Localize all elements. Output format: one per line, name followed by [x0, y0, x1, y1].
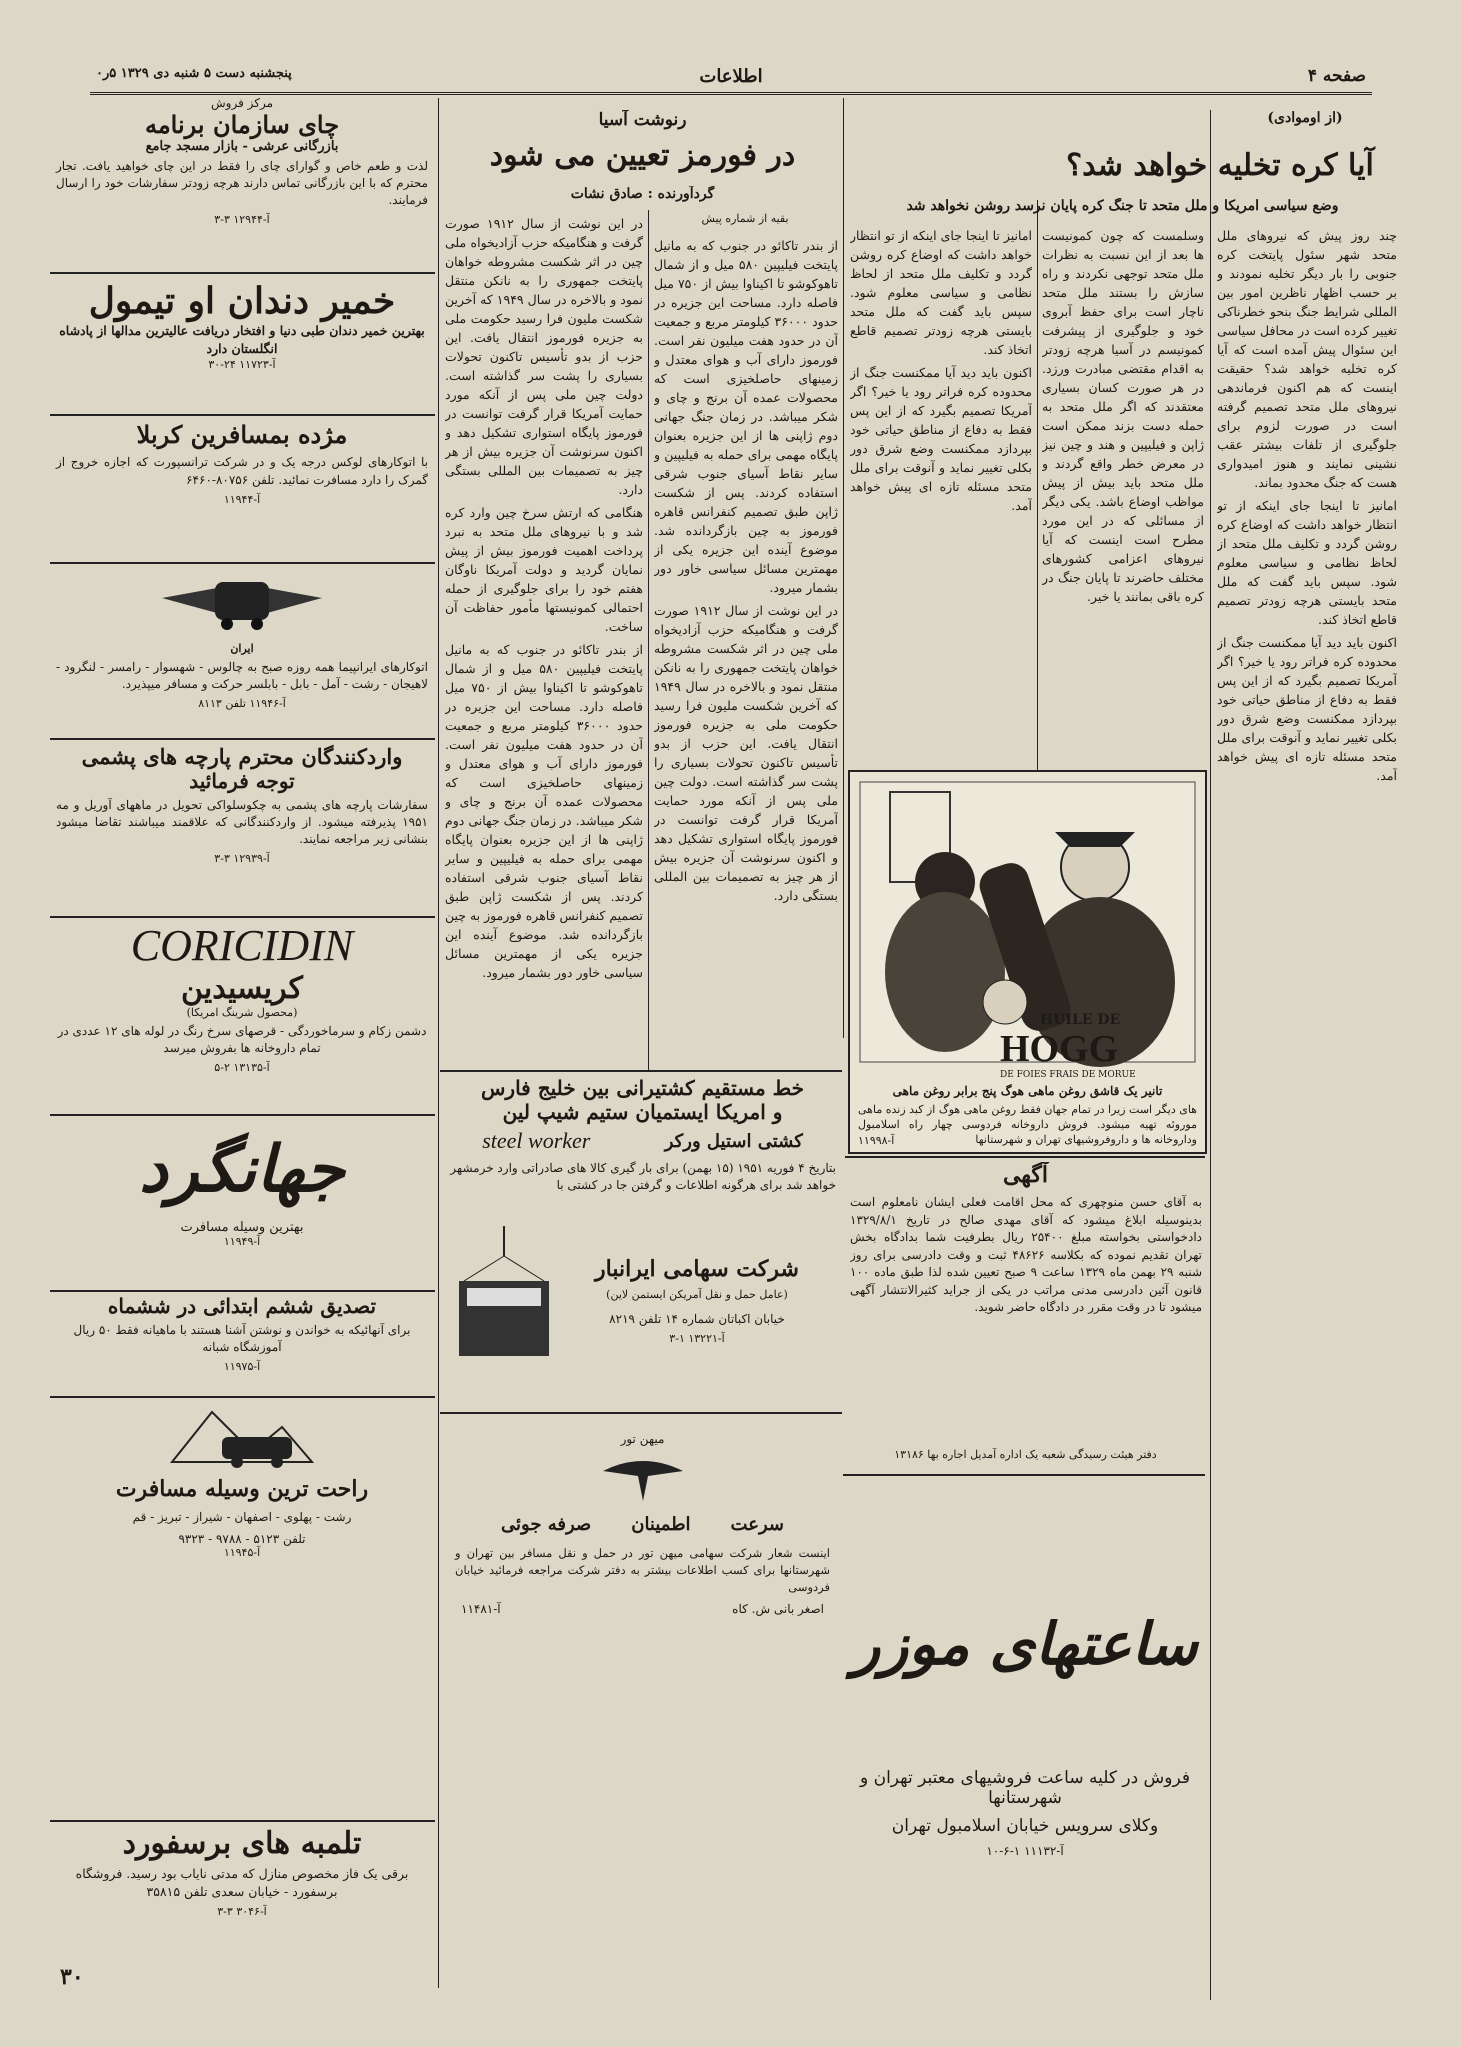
shipping-body: بتاریخ ۴ فوریه ۱۹۵۱ (۱۵ بهمن) برای بار گیری کالا های صادراتی وارد خرمشهر خواهد شد برای هرگونه اطلاعات و گرفتن جا در کشتی با — [450, 1161, 836, 1192]
tea-body: لذت و طعم خاص و گوارای چای را فقط در این چای خواهید یافت. تجار محترم که با این بازرگانی تماس دارند هرچه زودتر سفارشات خود را ارسال فرمایند. — [56, 159, 428, 207]
shipping-title2: و امریکا ایستمیان ستیم شیپ لین — [502, 1100, 783, 1124]
iranpeyma-brand: ایران — [230, 642, 254, 655]
divider — [50, 916, 435, 918]
article-headline: آیا کره تخلیه خواهد شد؟ — [1066, 148, 1374, 183]
pump-title: تلمبه های برسفورد — [122, 1826, 362, 1861]
moser-title: ساعتهای موزر — [852, 1610, 1198, 1678]
tea-sub: بازرگانی عرشی - بازار مسجد جامع — [145, 139, 339, 154]
mihantour-ad — [445, 1420, 840, 2010]
tea-ref: آ-۱۲۹۴۴ ۳-۳ — [214, 213, 270, 226]
coricidin-body: دشمن زکام و سرماخوردگی - قرصهای سرخ رنگ در لوله های ۱۲ عددی در تمام داروخانه ها بفروش میرسد — [57, 1024, 427, 1055]
karbala-ref: آ-۱۱۹۴۴ — [223, 493, 261, 506]
divider — [440, 1412, 842, 1414]
formosa-title-small: رنوشت آسیا — [598, 110, 687, 130]
notice-body: به آقای حسن منوچهری که محل اقامت فعلی ایشان نامعلوم است بدینوسیله ابلاغ میشود که آقای مهدی صالح در تاریخ ۱۳۲۹/۸/۱ دادخواستی بخواسته مبلغ ۲۵۴۰۰ ریال بطرفیت شما بدادگاه بخش تهران تقدیم نموده که بکلاسه ۴۸۶۲۶ ثبت و وقت دادرسی برای روز شنبه ۲۹ بهمن ماه ۱۳۲۹ ساعت ۹ صبح تعیین شده لذا طبق ماده ۱۰۰ قانون آئین دادرسی مدنی مراتب در یکی از جراید کثیرالانتشار آگهی میشود تا در وقت مقرر در دادگاه حاضر شوید. — [850, 1195, 1202, 1314]
shipping-company: شرکت سهامی ایرانبار — [595, 1256, 799, 1282]
moser-ref: آ-۱۱۱۳۲ ۱-۶-۱۰ — [986, 1844, 1064, 1858]
paragraph: از بندر تاکائو در جنوب که به مانیل پایتخت فیلیپین ۵۸۰ میل و از شمال تاهوکوشو تا اکیناوا بیش از ۷۵۰ میل فاصله دارد. مساحت این جزیره در حدود ۳۶۰۰۰ کیلومتر مربع و جمعیت آن در حدود هفت میلیون نفر است. فورموز دارای آب و هوای معتدل و زمینهای حاصلخیزی است که محصولات عمده آن برنج و چای و شکر میباشد. در زمان جنگ جهانی دوم ژاپنی ها از این جزیره بعنوان پایگاه مهمی برای حمله به فیلیپین و سایر نقاط آسیای جنوب شرقی استفاده کردند. پس از شکست ژاپن طبق تصمیم کنفرانس قاهره فورموز به چین بازگردانده شد. موضوع آینده این جزیره یکی از مهمترین مسائل سیاسی خاور دور بشمار میرود. — [445, 642, 643, 980]
paragraph: امانیز تا اینجا جای اینکه از تو انتظار خواهد داشت که اوضاع کره روشن گردد و تکلیف ملل متحد از لحاظ نظامی و سیاسی معلوم شود. سپس باید گفت که ملل متحد بایستی هرچه زودتر تصمیم قاطع اتخاذ کند. — [1217, 498, 1397, 627]
karbala-title: مژده بمسافرین کربلا — [136, 420, 348, 449]
tour-brand: میهن تور — [620, 1432, 665, 1446]
paragraph: اکنون باید دید آیا ممکنست جنگ از محدوده کره فراتر رود یا خیر؟ اگر آمریکا تصمیم بگیرد که از این پس فقط به دفاع از مناطق حیاتی خود بپردازد ممکنست وضع شرق دور بکلی تغییر نماید و آنوقت برای ملل متحد مسئله تازه ای پیش خواهد آمد. — [850, 365, 1032, 513]
column-rule — [1210, 110, 1211, 2000]
notice-title: آگهی — [1002, 1162, 1049, 1188]
toothpaste-sub: بهترین خمیر دندان طبی دنیا و افتخار دریافت عالیترین مدالها از پادشاه انگلستان دارد — [59, 323, 425, 356]
car-logo — [162, 1402, 322, 1472]
tea-top: مرکز فروش — [211, 96, 273, 110]
article-subhead: وضع سیاسی امریکا و ملل متحد تا جنگ کره پایان نرسد روشن نخواهد شد — [906, 198, 1339, 214]
travel-ref: آ-۱۱۹۴۵ — [223, 1546, 261, 1559]
iranpeyma-ref: آ-۱۱۹۴۶ تلفن ۸۱۱۳ — [198, 697, 286, 710]
tour-sign: اصغر بانی ش. کاه — [732, 1602, 824, 1616]
moser-line1: فروش در کلیه ساعت فروشیهای معتبر تهران و شهرستانها — [859, 1768, 1191, 1808]
wool-ref: آ-۱۲۹۳۹ ۳-۳ — [214, 852, 270, 865]
column-rule — [843, 98, 844, 1038]
hogg-caption: تانیر یک قاشق روغن ماهی هوگ پنج برابر روغن ماهی — [892, 1084, 1163, 1098]
paragraph: هنگامی که ارتش سرخ چین وارد کره شد و با نیروهای ملل متحد به نبرد پرداخت اهمیت فورموز بیش از پیش نمایان گردید و دولت آمریکا ناوگان هفتم خود را برای جلوگیری از حمله احتمالی کمونیستها مأمور حفاظت آن ساخت. — [445, 505, 643, 634]
article-body-col1 — [1217, 226, 1397, 1826]
beresford-pump-ad — [52, 1826, 432, 1956]
shipping-title: خط مستقیم کشتیرانی بین خلیج فارس — [481, 1076, 804, 1100]
hogg-ref: آ-۱۱۹۹۸ — [858, 1134, 895, 1147]
jahangard-title: جهانگرد — [139, 1132, 345, 1207]
shipping-ad — [445, 1076, 840, 1446]
page-number: ۳۰ — [60, 1964, 84, 1990]
ship-name-fa: کشتی استیل ورکر — [664, 1130, 803, 1152]
jahangard-sub: بهترین وسیله مسافرت — [180, 1220, 304, 1235]
coricidin-fa: کریسیدین — [181, 971, 303, 1006]
paragraph: چند روز پیش که نیروهای ملل متحد شهر سئول پایتخت کره جنوبی را بار دیگر تخلیه نمودند و بر حسب اظهار ناظرین امور بین المللی شرایط جنگ بنحو خطرناکی تغییر کرده است در محافل سیاسی این سئوال پیش آمده است که آیا کره تخلیه خواهد شد؟ حقیقت اینست که هم اکنون فرماندهی نیروهای ملل متحد تصمیم گرفته است در صورت لزوم برای جلوگیری از تلفات بیشتر عقب نشینی نمایند و هنوز امیدواری هست که جنگ محدود بماند. — [1217, 228, 1397, 490]
tour-ref: آ-۱۱۴۸۱ — [461, 1602, 501, 1616]
toothpaste-title: خمیر دندان او تیمول — [88, 280, 396, 322]
slogan-speed: سرعت — [730, 1514, 784, 1535]
divider — [50, 1820, 435, 1822]
hogg-ad — [848, 770, 1207, 1154]
paragraph: وسلمست که چون کمونیست ها بعد از این نسبت به نظرات ملل متحد توجهی نکردند و راه سازش را بستند ملل متحد ناچار است برای حفظ آبروی خود و جلوگیری از پیشرفت کمونیسم در آسیا هرچه زودتر به اقدام مقتضی مبادرت ورزد. در هر صورت کسان بسیاری معتقدند که اگر ملل متحد به حمله دست بزند ممکن است ژاپن و فیلیپین و هند و چین نیز در معرض خطر واقع گردند و ملل متحد باید بیش از پیش مواظب اوضاع باشد. یکی دیگر از مسائلی که در این مورد مطرح است اینست که آیا نیروهای اعزامی کشورهای مختلف حاضرند تا پایان جنگ در کره باقی بمانند یا خیر. — [1042, 228, 1204, 604]
travel-phone: تلفن ۵۱۲۳ - ۹۷۸۸ - ۹۳۲۳ — [178, 1532, 306, 1546]
toothpaste-ref: آ-۱۱۷۲۳ ۲۴-۳۰ — [208, 358, 276, 371]
divider — [50, 414, 435, 416]
wool-body: سفارشات پارچه های پشمی به چکوسلواکی تحویل در ماههای آوریل و مه ۱۹۵۱ پذیرفته میشود. از واردکنندگانی که علاقمند میباشند تقاضا میشود بنشانی زیر مراجعه نمایند. — [56, 798, 428, 846]
divider — [50, 1114, 435, 1116]
hogg-desc: های دیگر است زیرا در تمام جهان فقط روغن ماهی هوگ از کبد زنده ماهی موروئه تهیه میشود. فروش داروخانه فردوسی چهار راه اسلامبول وداروخانه ها و داروفروشیهای تهران و شهرستانها — [858, 1103, 1197, 1146]
formosa-title: در فورمز تعیین می شود — [489, 138, 796, 173]
coricidin-ref: آ-۱۳۱۳۵ ۲-۵ — [214, 1061, 270, 1074]
wool-sub: توجه فرمائید — [189, 769, 295, 793]
wool-ad — [52, 744, 432, 914]
paper-name: اطلاعات — [699, 66, 763, 87]
moser-clocks-ad — [845, 1480, 1205, 2000]
crate-icon — [449, 1226, 559, 1366]
column-rule — [648, 210, 649, 1070]
coricidin-ad — [52, 920, 432, 1110]
certificate-ad — [52, 1294, 432, 1394]
date-line: پنجشنبه دست ۵ شنبه دی ۱۳۲۹ ۵ر۰ — [96, 66, 292, 81]
coricidin-sub: (محصول شرینگ امریکا) — [186, 1006, 298, 1019]
coricidin-en: CORICIDIN — [130, 921, 354, 970]
formosa-author: گردآورنده : صادق نشات — [570, 186, 715, 202]
formosa-body-col2 — [654, 236, 838, 1066]
travel-routes: رشت - پهلوی - اصفهان - شیراز - تبریز - قم — [132, 1510, 352, 1524]
winged-bus-logo — [157, 568, 327, 638]
divider — [50, 562, 435, 564]
jahangard-ad — [52, 1120, 432, 1290]
divider — [50, 738, 435, 740]
tour-body: اینست شعار شرکت سهامی میهن تور در حمل و نقل مسافر بین تهران و شهرستانها برای کسب اطلاعات بیشتر به دفتر شرکت مراجعه فرمائید خیابان فردوسی — [455, 1546, 830, 1594]
iranpeyma-ad — [52, 568, 432, 736]
jahangard-ref: آ-۱۱۹۴۹ — [223, 1235, 261, 1248]
masthead — [90, 64, 1372, 95]
travel-ad — [52, 1402, 432, 1622]
paragraph: اکنون باید دید آیا ممکنست جنگ از محدوده کره فراتر رود یا خیر؟ اگر آمریکا تصمیم بگیرد که از این پس فقط به دفاع از مناطق حیاتی خود بپردازد ممکنست وضع شرق دور بکلی تغییر نماید و آنوقت برای ملل متحد مسئله تازه ای پیش خواهد آمد. — [1217, 635, 1397, 783]
pump-ref: آ-۳۰۴۶ ۳-۳ — [217, 1905, 267, 1918]
formosa-body-col1 — [445, 214, 643, 1064]
continued-label: بقیه از شماره پیش — [701, 212, 789, 225]
karbala-body: با اتوکارهای لوکس درجه یک و در شرکت ترانسپورت که اجازه خروج از گمرک را دارد مسافرت نمائید. تلفن ۸۰۷۵۶-۶۴۶۰ — [56, 455, 428, 487]
hogg-sub: DE FOIES FRAIS DE MORUE — [1000, 1070, 1136, 1080]
column-rule — [438, 98, 439, 1988]
page-label: صفحه ۴ — [1307, 66, 1366, 86]
divider — [843, 1474, 1205, 1476]
certificate-body: برای آنهائیکه به خواندن و نوشتن آشنا هستند با ماهیانه فقط ۵۰ ریال آموزشگاه شبانه — [73, 1323, 411, 1354]
ship-name-en: steel worker — [482, 1128, 591, 1153]
certificate-ref: آ-۱۱۹۷۵ — [223, 1360, 261, 1373]
shipping-company-sub: (عامل حمل و نقل آمریکن ایستمن لاین) — [606, 1288, 788, 1301]
karbala-ad — [52, 420, 432, 560]
hogg-brand: HOGG — [1000, 1028, 1119, 1070]
divider — [845, 1156, 1205, 1158]
divider — [50, 272, 435, 274]
slogan-reliability: اطمینان — [631, 1514, 691, 1535]
section-tag: (از اوموادی) — [1267, 110, 1343, 126]
paragraph: در این نوشت از سال ۱۹۱۲ صورت گرفت و هنگامیکه حزب آزادیخواه ملی چین در اثر شکست مشروطه خواهان پایتخت جمهوری را به نانکن منتقل نمود و بالاخره در سال ۱۹۴۹ که آخرین شکست ملیون فرا رسید حکومت ملی به جزیره فورموز انتقال یافت. این حزب از بدو تأسیس تاکنون تحولات بسیاری را پشت سر گذاشته است. دولت چین ملی پس از آنکه مورد حمایت آمریکا قرار گرفت توانست در فورموز پایگاه استواری تشکیل دهد و اکنون سرنوشت آن جزیره بیش از هر چیز به تصمیمات بین المللی بستگی دارد. — [445, 216, 643, 497]
plane-icon — [598, 1446, 688, 1506]
paragraph: در این نوشت از سال ۱۹۱۲ صورت گرفت و هنگامیکه حزب آزادیخواه ملی چین در اثر شکست مشروطه خواهان پایتخت جمهوری را به نانکن منتقل نمود و بالاخره در سال ۱۹۴۹ که آخرین شکست ملیون فرا رسید حکومت ملی به جزیره فورموز انتقال یافت. این حزب از بدو تأسیس تاکنون تحولات بسیاری را پشت سر گذاشته است. دولت چین ملی پس از آنکه مورد حمایت آمریکا قرار گرفت توانست در فورموز پایگاه استواری تشکیل دهد و اکنون سرنوشت آن جزیره بیش از هر چیز به تصمیمات بین المللی بستگی دارد. — [654, 603, 838, 903]
toothpaste-ad — [52, 280, 432, 410]
pump-body: برقی یک فاز مخصوص منازل که مدتی نایاب بود رسید. فروشگاه برسفورد - خیابان سعدی تلفن ۳۵۸۱۵ — [75, 1866, 409, 1899]
shipping-address: خیابان اکباتان شماره ۱۴ تلفن ۸۲۱۹ — [609, 1312, 785, 1326]
notice-ref: دفتر هیئت رسیدگی شعبه یک اداره آمدیل اجاره بها ۱۳۱۸۶ — [894, 1448, 1157, 1461]
tea-title: چای سازمان برنامه — [144, 110, 340, 139]
divider — [440, 1070, 842, 1072]
divider — [50, 1396, 435, 1398]
moser-line2: وکلای سرویس خیابان اسلامبول تهران — [891, 1816, 1159, 1836]
hogg-product: HUILE DE — [1040, 1012, 1121, 1028]
article-body-col3 — [850, 226, 1032, 766]
tea-ad — [52, 96, 432, 266]
shipping-ref: آ-۱۳۲۲۱ ۱-۳ — [669, 1332, 725, 1345]
paragraph: امانیز تا اینجا جای اینکه از تو انتظار خواهد داشت که اوضاع کره روشن گردد و تکلیف ملل متحد از لحاظ نظامی و سیاسی معلوم شود. سپس باید گفت که ملل متحد بایستی هرچه زودتر تصمیم قاطع اتخاذ کند. — [850, 228, 1032, 357]
divider — [50, 1290, 435, 1292]
travel-title: راحت ترین وسیله مسافرت — [115, 1476, 369, 1502]
slogan-economy: صرفه جوئی — [501, 1514, 592, 1535]
iranpeyma-body: اتوکارهای ایرانپیما همه روزه صبح به چالوس - شهسوار - رامسر - لنگرود - لاهیجان - رشت - آمل - بابل - بابلسر حرکت و مسافر میپذیرد. — [56, 660, 428, 691]
paragraph: از بندر تاکائو در جنوب که به مانیل پایتخت فیلیپین ۵۸۰ میل و از شمال تاهوکوشو تا اکیناوا بیش از ۷۵۰ میل فاصله دارد. مساحت این جزیره در حدود ۳۶۰۰۰ کیلومتر مربع و جمعیت آن در حدود هفت میلیون نفر است. فورموز دارای آب و هوای معتدل و زمینهای حاصلخیزی است که محصولات عمده آن برنج و چای و شکر میباشد. در زمان جنگ جهانی دوم ژاپنی ها از این جزیره بعنوان پایگاه مهمی برای حمله به فیلیپین و سایر نقاط آسیای جنوب شرقی استفاده کردند. پس از شکست ژاپن طبق تصمیم کنفرانس قاهره فورموز به چین بازگردانده شد. موضوع آینده این جزیره یکی از مهمترین مسائل سیاسی خاور دور بشمار میرود. — [654, 238, 838, 595]
wool-title: واردکنندگان محترم پارچه های پشمی — [81, 744, 403, 769]
certificate-title: تصدیق ششم ابتدائی در ششماه — [107, 1294, 377, 1318]
